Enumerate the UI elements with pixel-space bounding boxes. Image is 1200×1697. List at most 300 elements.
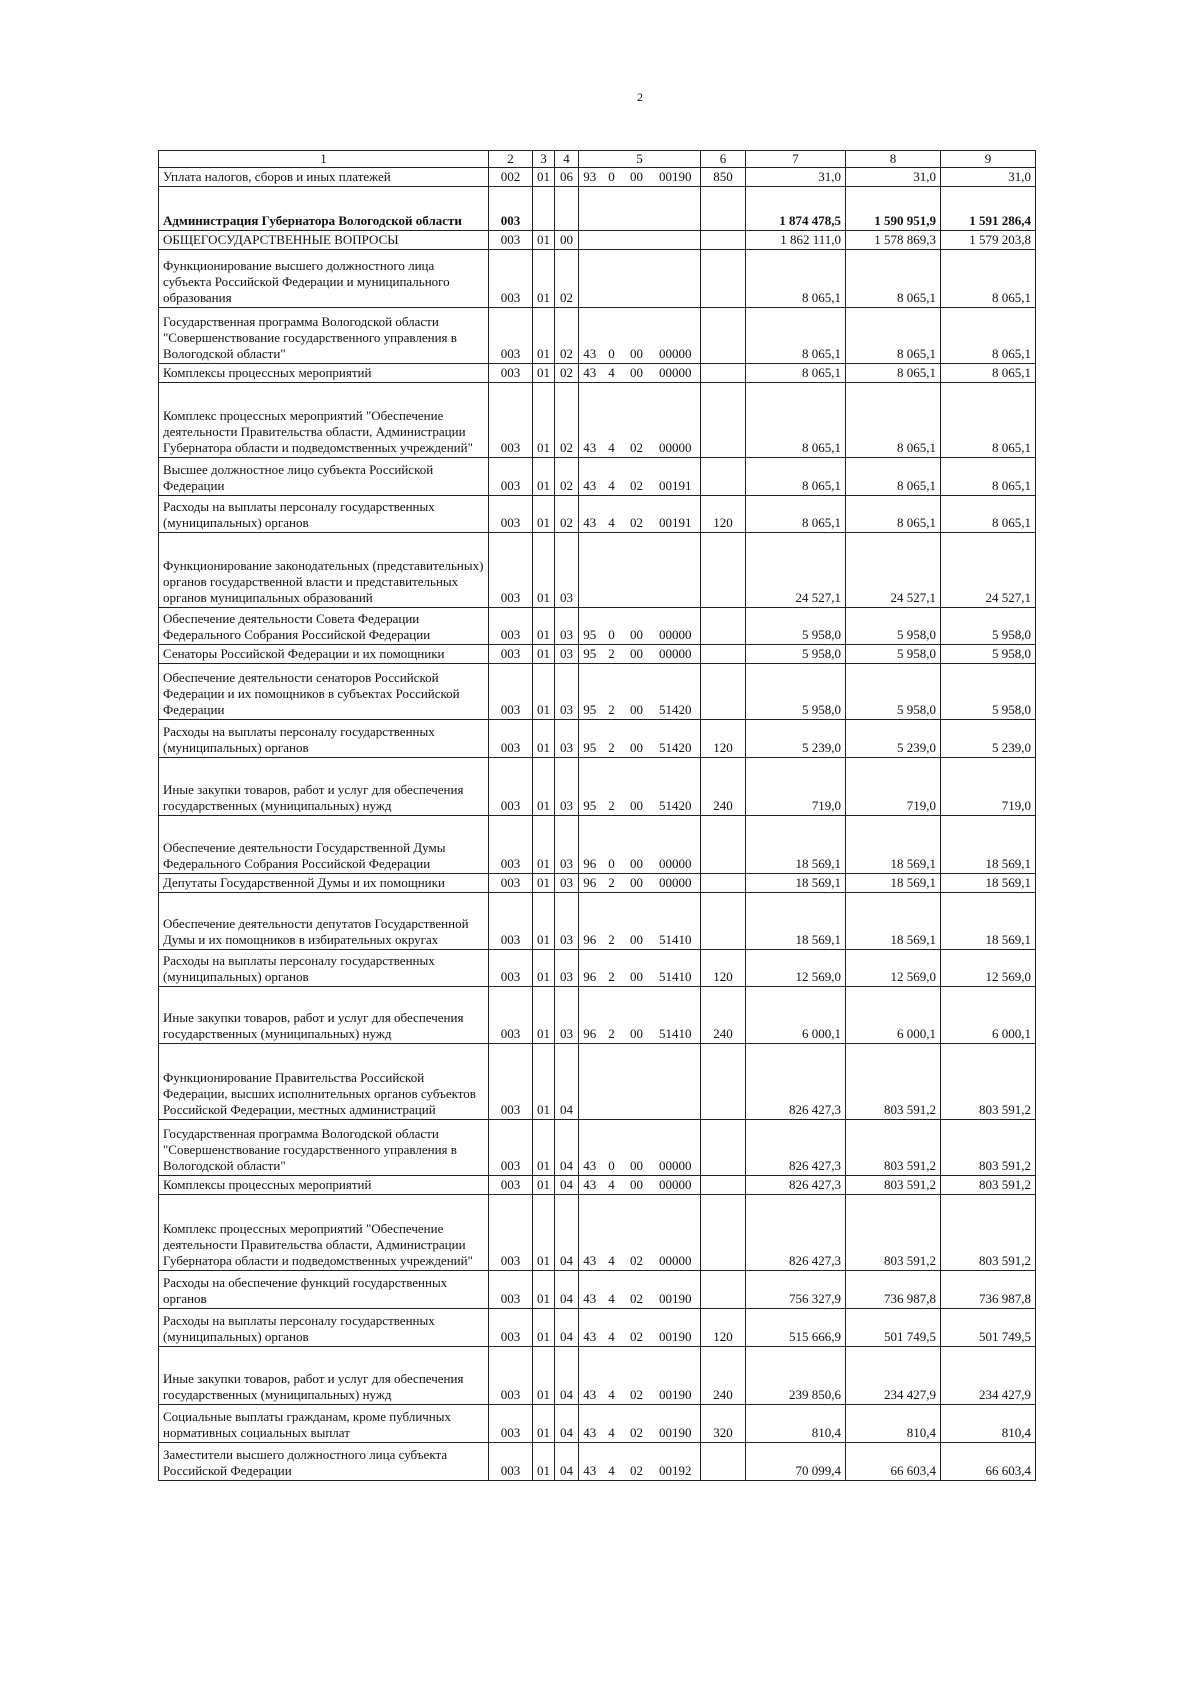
code-section: 01 xyxy=(533,608,555,645)
code-activity: 00 xyxy=(623,1120,651,1176)
amount-col-8: 66 603,4 xyxy=(846,1443,941,1481)
amount-col-7: 6 000,1 xyxy=(746,987,846,1044)
amount-col-8: 803 591,2 xyxy=(846,1176,941,1195)
code-activity: 00 xyxy=(623,950,651,987)
code-section: 01 xyxy=(533,893,555,950)
amount-col-9: 8 065,1 xyxy=(941,496,1036,533)
code-direction: 00190 xyxy=(651,1309,701,1347)
code-ministry: 003 xyxy=(489,1176,533,1195)
row-name: Государственная программа Вологодской области "Совершенствование государственного управления в Вологодской области" xyxy=(159,308,489,364)
amount-col-9: 5 958,0 xyxy=(941,645,1036,664)
amount-col-9: 803 591,2 xyxy=(941,1120,1036,1176)
code-section xyxy=(533,187,555,231)
code-subsection: 03 xyxy=(555,720,579,758)
code-expense-type xyxy=(701,364,746,383)
code-subsection: 02 xyxy=(555,458,579,496)
code-expense-type: 120 xyxy=(701,496,746,533)
code-ministry: 003 xyxy=(489,458,533,496)
amount-col-7: 1 874 478,5 xyxy=(746,187,846,231)
code-ministry: 003 xyxy=(489,950,533,987)
code-program xyxy=(579,231,601,250)
code-ministry: 003 xyxy=(489,364,533,383)
code-activity: 02 xyxy=(623,496,651,533)
amount-col-9: 803 591,2 xyxy=(941,1195,1036,1271)
code-section: 01 xyxy=(533,250,555,308)
amount-col-8: 501 749,5 xyxy=(846,1309,941,1347)
amount-col-8: 5 958,0 xyxy=(846,608,941,645)
code-section: 01 xyxy=(533,987,555,1044)
code-subprogram: 2 xyxy=(601,893,623,950)
row-name: Заместители высшего должностного лица субъекта Российской Федерации xyxy=(159,1443,489,1481)
code-subprogram: 2 xyxy=(601,720,623,758)
amount-col-9: 8 065,1 xyxy=(941,308,1036,364)
row-name: Обеспечение деятельности сенаторов Российской Федерации и их помощников в субъектах Российской Федерации xyxy=(159,664,489,720)
table-row xyxy=(159,168,1036,187)
code-subsection: 04 xyxy=(555,1443,579,1481)
amount-col-9: 1 591 286,4 xyxy=(941,187,1036,231)
amount-col-8: 8 065,1 xyxy=(846,308,941,364)
code-subsection: 03 xyxy=(555,664,579,720)
code-expense-type xyxy=(701,250,746,308)
amount-col-9: 8 065,1 xyxy=(941,250,1036,308)
code-section: 01 xyxy=(533,720,555,758)
amount-col-7: 239 850,6 xyxy=(746,1347,846,1405)
code-direction: 00000 xyxy=(651,1176,701,1195)
code-subsection: 03 xyxy=(555,608,579,645)
amount-col-7: 18 569,1 xyxy=(746,893,846,950)
table-row xyxy=(159,950,1036,987)
code-ministry: 003 xyxy=(489,383,533,458)
code-activity xyxy=(623,250,651,308)
code-subsection: 03 xyxy=(555,987,579,1044)
amount-col-7: 5 958,0 xyxy=(746,645,846,664)
code-ministry: 003 xyxy=(489,874,533,893)
code-section: 01 xyxy=(533,1120,555,1176)
code-expense-type xyxy=(701,458,746,496)
table-row xyxy=(159,1271,1036,1309)
amount-col-8: 6 000,1 xyxy=(846,987,941,1044)
code-expense-type xyxy=(701,1044,746,1120)
code-direction: 00000 xyxy=(651,608,701,645)
code-section: 01 xyxy=(533,231,555,250)
table-row xyxy=(159,1195,1036,1271)
code-subsection: 02 xyxy=(555,383,579,458)
code-activity xyxy=(623,1044,651,1120)
code-direction: 51410 xyxy=(651,987,701,1044)
amount-col-7: 8 065,1 xyxy=(746,458,846,496)
code-program: 96 xyxy=(579,816,601,874)
table-row xyxy=(159,533,1036,608)
row-name: Иные закупки товаров, работ и услуг для обеспечения государственных (муниципальных) нужд xyxy=(159,987,489,1044)
row-name: Комплекс процессных мероприятий "Обеспечение деятельности Правительства области, Администрации Губернатора области и подведомственных учреждений" xyxy=(159,383,489,458)
code-activity: 00 xyxy=(623,987,651,1044)
amount-col-7: 31,0 xyxy=(746,168,846,187)
amount-col-8: 31,0 xyxy=(846,168,941,187)
code-expense-type: 850 xyxy=(701,168,746,187)
amount-col-7: 826 427,3 xyxy=(746,1176,846,1195)
amount-col-7: 5 958,0 xyxy=(746,608,846,645)
code-direction: 51420 xyxy=(651,758,701,816)
header-cell-1: 1 xyxy=(159,151,489,168)
code-subprogram: 0 xyxy=(601,168,623,187)
amount-col-7: 18 569,1 xyxy=(746,816,846,874)
code-subprogram: 4 xyxy=(601,1195,623,1271)
code-expense-type xyxy=(701,893,746,950)
amount-col-9: 5 958,0 xyxy=(941,664,1036,720)
row-name: Обеспечение деятельности Совета Федерации Федерального Собрания Российской Федерации xyxy=(159,608,489,645)
amount-col-9: 5 239,0 xyxy=(941,720,1036,758)
amount-col-8: 24 527,1 xyxy=(846,533,941,608)
code-ministry: 003 xyxy=(489,1443,533,1481)
code-direction: 00191 xyxy=(651,458,701,496)
header-cell-6: 6 xyxy=(701,151,746,168)
code-section: 01 xyxy=(533,1347,555,1405)
code-subprogram: 4 xyxy=(601,1176,623,1195)
code-subprogram: 4 xyxy=(601,1443,623,1481)
code-program: 43 xyxy=(579,383,601,458)
code-program: 43 xyxy=(579,364,601,383)
code-expense-type: 240 xyxy=(701,1347,746,1405)
code-direction xyxy=(651,1044,701,1120)
code-direction: 00190 xyxy=(651,1347,701,1405)
code-section: 01 xyxy=(533,1271,555,1309)
code-ministry: 003 xyxy=(489,893,533,950)
code-program xyxy=(579,250,601,308)
code-subprogram xyxy=(601,533,623,608)
row-name: Обеспечение деятельности депутатов Государственной Думы и их помощников в избирательных округах xyxy=(159,893,489,950)
code-expense-type xyxy=(701,187,746,231)
code-subsection: 04 xyxy=(555,1195,579,1271)
code-activity: 02 xyxy=(623,1271,651,1309)
code-expense-type: 240 xyxy=(701,758,746,816)
code-section: 01 xyxy=(533,950,555,987)
code-section: 01 xyxy=(533,816,555,874)
table-row xyxy=(159,1044,1036,1120)
row-name: Депутаты Государственной Думы и их помощники xyxy=(159,874,489,893)
amount-col-8: 5 958,0 xyxy=(846,645,941,664)
code-section: 01 xyxy=(533,645,555,664)
code-subprogram: 2 xyxy=(601,950,623,987)
code-expense-type xyxy=(701,1443,746,1481)
amount-col-8: 12 569,0 xyxy=(846,950,941,987)
code-direction xyxy=(651,250,701,308)
code-subprogram: 0 xyxy=(601,1120,623,1176)
code-direction: 00000 xyxy=(651,308,701,364)
amount-col-8: 8 065,1 xyxy=(846,496,941,533)
row-name: Администрация Губернатора Вологодской области xyxy=(159,187,489,231)
code-expense-type: 320 xyxy=(701,1405,746,1443)
code-subsection: 03 xyxy=(555,758,579,816)
code-section: 01 xyxy=(533,1044,555,1120)
row-name: Функционирование высшего должностного лица субъекта Российской Федерации и муниципального образования xyxy=(159,250,489,308)
row-name: Функционирование Правительства Российской Федерации, высших исполнительных органов субъектов Российской Федерации, местных администраций xyxy=(159,1044,489,1120)
code-direction xyxy=(651,187,701,231)
code-section: 01 xyxy=(533,874,555,893)
code-activity: 02 xyxy=(623,383,651,458)
row-name: Уплата налогов, сборов и иных платежей xyxy=(159,168,489,187)
code-subsection: 04 xyxy=(555,1176,579,1195)
code-direction: 00000 xyxy=(651,816,701,874)
code-direction: 51420 xyxy=(651,720,701,758)
code-subsection: 03 xyxy=(555,533,579,608)
table-row xyxy=(159,645,1036,664)
code-subprogram xyxy=(601,250,623,308)
amount-col-9: 18 569,1 xyxy=(941,874,1036,893)
amount-col-8: 803 591,2 xyxy=(846,1120,941,1176)
table-row xyxy=(159,987,1036,1044)
amount-col-7: 756 327,9 xyxy=(746,1271,846,1309)
code-subprogram: 4 xyxy=(601,1405,623,1443)
code-subprogram: 2 xyxy=(601,758,623,816)
code-ministry: 003 xyxy=(489,1120,533,1176)
amount-col-7: 515 666,9 xyxy=(746,1309,846,1347)
amount-col-7: 18 569,1 xyxy=(746,874,846,893)
code-subprogram: 4 xyxy=(601,496,623,533)
row-name: Сенаторы Российской Федерации и их помощники xyxy=(159,645,489,664)
code-program: 43 xyxy=(579,1443,601,1481)
code-activity: 00 xyxy=(623,645,651,664)
row-name: Иные закупки товаров, работ и услуг для обеспечения государственных (муниципальных) нужд xyxy=(159,1347,489,1405)
code-section: 01 xyxy=(533,1443,555,1481)
table-row xyxy=(159,1176,1036,1195)
code-subsection: 02 xyxy=(555,496,579,533)
code-subsection: 04 xyxy=(555,1044,579,1120)
code-program: 96 xyxy=(579,950,601,987)
amount-col-9: 12 569,0 xyxy=(941,950,1036,987)
header-cell-8: 8 xyxy=(846,151,941,168)
code-activity: 00 xyxy=(623,893,651,950)
amount-col-9: 234 427,9 xyxy=(941,1347,1036,1405)
code-ministry: 003 xyxy=(489,987,533,1044)
code-program: 43 xyxy=(579,458,601,496)
code-subsection: 04 xyxy=(555,1309,579,1347)
row-name: Расходы на выплаты персоналу государственных (муниципальных) органов xyxy=(159,496,489,533)
code-activity: 00 xyxy=(623,758,651,816)
code-direction: 00000 xyxy=(651,645,701,664)
amount-col-8: 719,0 xyxy=(846,758,941,816)
amount-col-9: 8 065,1 xyxy=(941,458,1036,496)
code-activity: 02 xyxy=(623,1347,651,1405)
amount-col-7: 5 239,0 xyxy=(746,720,846,758)
amount-col-7: 8 065,1 xyxy=(746,308,846,364)
code-direction: 00190 xyxy=(651,1405,701,1443)
amount-col-7: 719,0 xyxy=(746,758,846,816)
amount-col-7: 24 527,1 xyxy=(746,533,846,608)
code-activity: 00 xyxy=(623,1176,651,1195)
code-ministry: 003 xyxy=(489,664,533,720)
code-program: 95 xyxy=(579,758,601,816)
code-ministry: 003 xyxy=(489,231,533,250)
code-program: 43 xyxy=(579,1271,601,1309)
code-subsection: 06 xyxy=(555,168,579,187)
code-section: 01 xyxy=(533,308,555,364)
table-row xyxy=(159,231,1036,250)
code-ministry: 003 xyxy=(489,250,533,308)
code-program: 96 xyxy=(579,893,601,950)
code-ministry: 003 xyxy=(489,1405,533,1443)
table-row xyxy=(159,893,1036,950)
code-program: 95 xyxy=(579,645,601,664)
code-activity: 02 xyxy=(623,458,651,496)
code-ministry: 003 xyxy=(489,720,533,758)
row-name: Государственная программа Вологодской области "Совершенствование государственного управления в Вологодской области" xyxy=(159,1120,489,1176)
code-subprogram: 0 xyxy=(601,608,623,645)
table-row xyxy=(159,187,1036,231)
code-ministry: 003 xyxy=(489,496,533,533)
row-name: Комплексы процессных мероприятий xyxy=(159,364,489,383)
amount-col-9: 803 591,2 xyxy=(941,1044,1036,1120)
code-program: 43 xyxy=(579,1405,601,1443)
amount-col-8: 803 591,2 xyxy=(846,1195,941,1271)
code-subprogram xyxy=(601,231,623,250)
code-subsection: 03 xyxy=(555,950,579,987)
header-cell-9: 9 xyxy=(941,151,1036,168)
code-direction: 51420 xyxy=(651,664,701,720)
amount-col-9: 719,0 xyxy=(941,758,1036,816)
code-program: 96 xyxy=(579,874,601,893)
code-direction: 00192 xyxy=(651,1443,701,1481)
code-direction: 00000 xyxy=(651,383,701,458)
amount-col-8: 8 065,1 xyxy=(846,383,941,458)
budget-table-container xyxy=(158,150,1036,1481)
code-activity: 02 xyxy=(623,1309,651,1347)
code-expense-type xyxy=(701,874,746,893)
amount-col-7: 5 958,0 xyxy=(746,664,846,720)
code-ministry: 003 xyxy=(489,1309,533,1347)
row-name: ОБЩЕГОСУДАРСТВЕННЫЕ ВОПРОСЫ xyxy=(159,231,489,250)
table-row xyxy=(159,874,1036,893)
code-subsection: 02 xyxy=(555,308,579,364)
row-name: Расходы на обеспечение функций государственных органов xyxy=(159,1271,489,1309)
amount-col-9: 18 569,1 xyxy=(941,816,1036,874)
code-program: 43 xyxy=(579,1120,601,1176)
amount-col-9: 8 065,1 xyxy=(941,364,1036,383)
amount-col-9: 6 000,1 xyxy=(941,987,1036,1044)
amount-col-7: 826 427,3 xyxy=(746,1044,846,1120)
amount-col-9: 24 527,1 xyxy=(941,533,1036,608)
code-expense-type xyxy=(701,383,746,458)
code-ministry: 003 xyxy=(489,1347,533,1405)
code-ministry: 003 xyxy=(489,187,533,231)
code-subsection: 02 xyxy=(555,364,579,383)
code-activity: 00 xyxy=(623,874,651,893)
budget-table xyxy=(158,150,1036,1481)
amount-col-9: 1 579 203,8 xyxy=(941,231,1036,250)
code-subsection: 04 xyxy=(555,1347,579,1405)
code-expense-type xyxy=(701,533,746,608)
table-row xyxy=(159,250,1036,308)
code-subprogram: 0 xyxy=(601,816,623,874)
row-name: Расходы на выплаты персоналу государственных (муниципальных) органов xyxy=(159,1309,489,1347)
amount-col-8: 1 590 951,9 xyxy=(846,187,941,231)
code-direction: 00000 xyxy=(651,1195,701,1271)
code-expense-type: 240 xyxy=(701,987,746,1044)
code-activity: 00 xyxy=(623,608,651,645)
row-name: Расходы на выплаты персоналу государственных (муниципальных) органов xyxy=(159,720,489,758)
code-direction: 00000 xyxy=(651,1120,701,1176)
code-program xyxy=(579,533,601,608)
amount-col-9: 810,4 xyxy=(941,1405,1036,1443)
code-section: 01 xyxy=(533,1195,555,1271)
code-subsection: 03 xyxy=(555,874,579,893)
code-subsection: 00 xyxy=(555,231,579,250)
amount-col-8: 8 065,1 xyxy=(846,364,941,383)
amount-col-9: 736 987,8 xyxy=(941,1271,1036,1309)
code-subprogram: 2 xyxy=(601,645,623,664)
code-subsection: 03 xyxy=(555,645,579,664)
code-subsection: 04 xyxy=(555,1405,579,1443)
code-direction: 51410 xyxy=(651,950,701,987)
code-subprogram: 4 xyxy=(601,383,623,458)
table-row xyxy=(159,758,1036,816)
code-ministry: 003 xyxy=(489,1044,533,1120)
code-expense-type: 120 xyxy=(701,720,746,758)
amount-col-7: 810,4 xyxy=(746,1405,846,1443)
code-activity: 00 xyxy=(623,308,651,364)
table-row xyxy=(159,608,1036,645)
amount-col-8: 18 569,1 xyxy=(846,893,941,950)
table-row xyxy=(159,1120,1036,1176)
code-activity: 00 xyxy=(623,720,651,758)
code-subprogram: 4 xyxy=(601,458,623,496)
code-expense-type: 120 xyxy=(701,950,746,987)
amount-col-9: 8 065,1 xyxy=(941,383,1036,458)
code-section: 01 xyxy=(533,364,555,383)
amount-col-9: 66 603,4 xyxy=(941,1443,1036,1481)
amount-col-8: 736 987,8 xyxy=(846,1271,941,1309)
code-direction: 00190 xyxy=(651,168,701,187)
amount-col-8: 803 591,2 xyxy=(846,1044,941,1120)
code-ministry: 003 xyxy=(489,533,533,608)
code-program: 96 xyxy=(579,987,601,1044)
code-direction xyxy=(651,231,701,250)
code-ministry: 003 xyxy=(489,758,533,816)
code-direction: 00000 xyxy=(651,874,701,893)
code-subprogram: 4 xyxy=(601,364,623,383)
code-subprogram: 4 xyxy=(601,1309,623,1347)
row-name: Социальные выплаты гражданам, кроме публичных нормативных социальных выплат xyxy=(159,1405,489,1443)
amount-col-7: 8 065,1 xyxy=(746,496,846,533)
amount-col-7: 8 065,1 xyxy=(746,250,846,308)
code-expense-type xyxy=(701,1271,746,1309)
code-direction: 00190 xyxy=(651,1271,701,1309)
table-row xyxy=(159,816,1036,874)
header-cell-5: 5 xyxy=(579,151,701,168)
row-name: Высшее должностное лицо субъекта Российской Федерации xyxy=(159,458,489,496)
code-section: 01 xyxy=(533,1309,555,1347)
code-direction: 00000 xyxy=(651,364,701,383)
code-subprogram xyxy=(601,187,623,231)
amount-col-7: 826 427,3 xyxy=(746,1195,846,1271)
code-activity: 00 xyxy=(623,168,651,187)
code-subsection xyxy=(555,187,579,231)
code-expense-type xyxy=(701,1120,746,1176)
code-program: 43 xyxy=(579,1309,601,1347)
code-subprogram: 0 xyxy=(601,308,623,364)
amount-col-9: 18 569,1 xyxy=(941,893,1036,950)
code-section: 01 xyxy=(533,1176,555,1195)
table-row xyxy=(159,720,1036,758)
code-section: 01 xyxy=(533,664,555,720)
amount-col-8: 1 578 869,3 xyxy=(846,231,941,250)
code-section: 01 xyxy=(533,533,555,608)
code-section: 01 xyxy=(533,758,555,816)
code-subprogram: 2 xyxy=(601,664,623,720)
table-row xyxy=(159,1443,1036,1481)
code-ministry: 003 xyxy=(489,608,533,645)
code-direction: 00191 xyxy=(651,496,701,533)
row-name: Комплексы процессных мероприятий xyxy=(159,1176,489,1195)
